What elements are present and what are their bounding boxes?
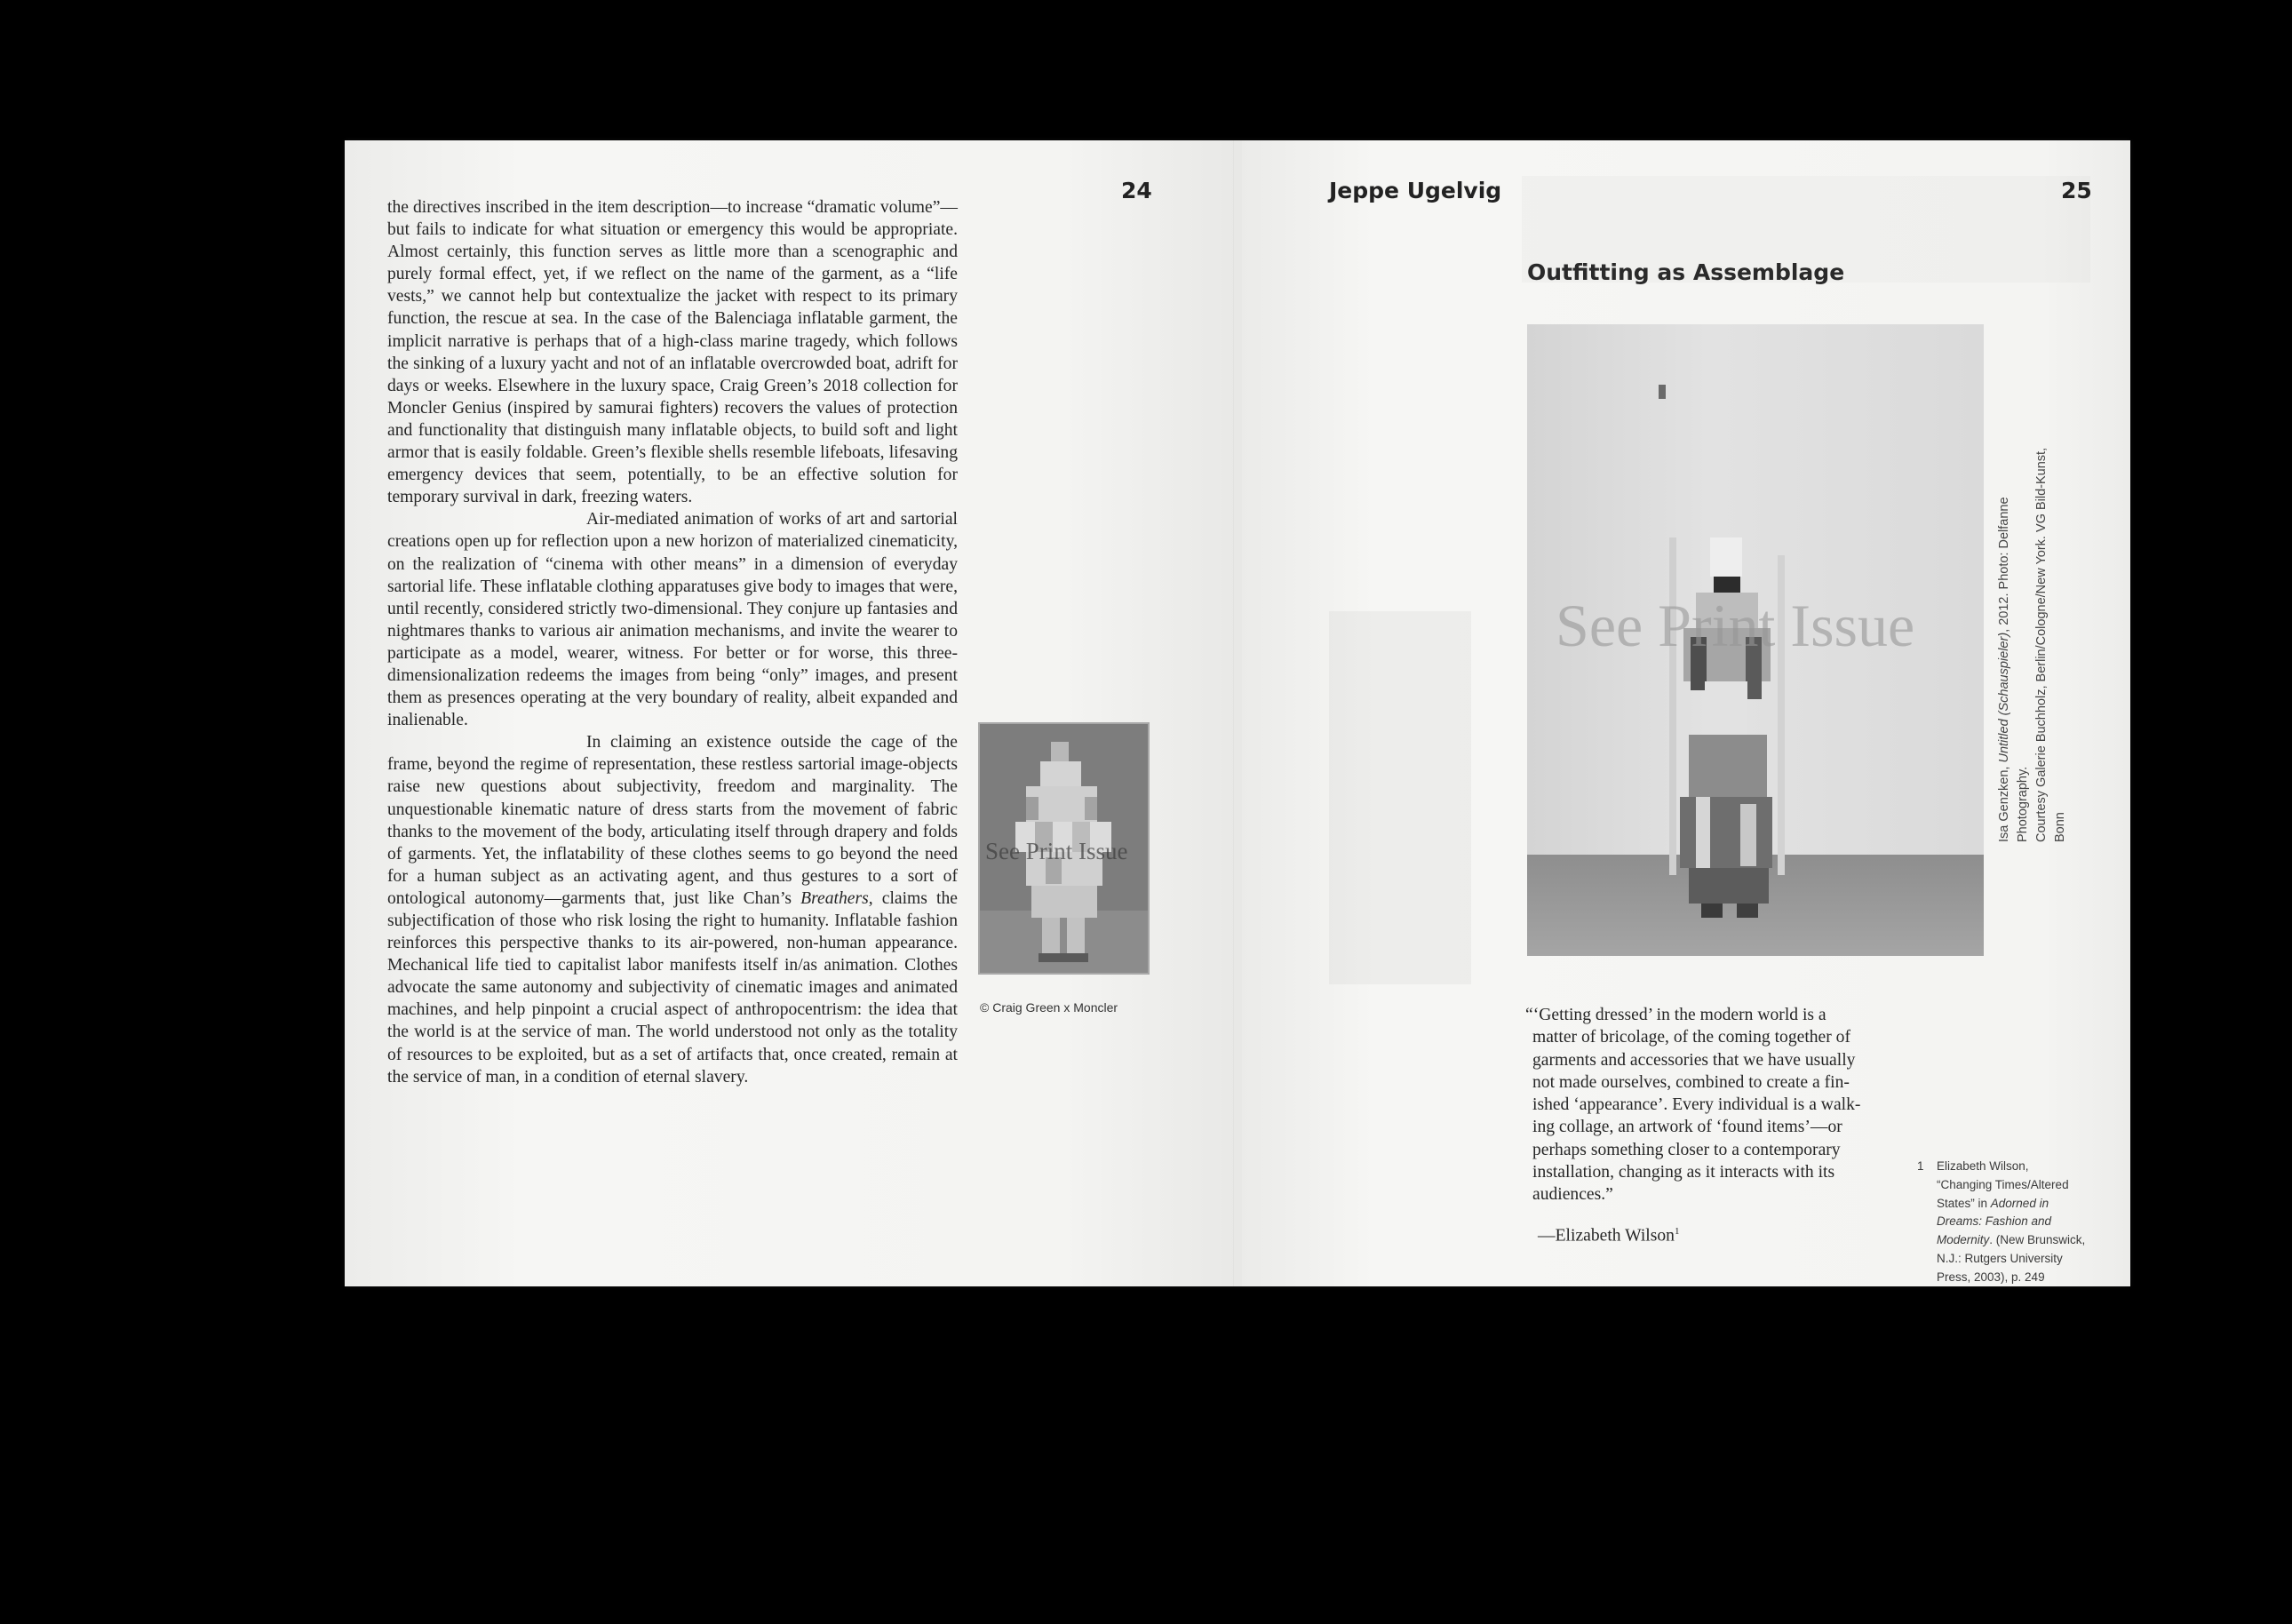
italic-title: Breathers: [800, 888, 869, 908]
body-text-column: [387, 196, 958, 1088]
quote-line: perhaps something closer to a contemporary: [1532, 1140, 1841, 1159]
footnote-italic: Dreams: Fashion and: [1937, 1214, 2052, 1229]
book-gutter: [1233, 140, 1234, 1286]
section-title: Outfitting as Assemblage: [1527, 259, 1845, 285]
open-book-spread: [345, 140, 2130, 1286]
footnote-italic: Adorned in: [1990, 1196, 2049, 1210]
figure-isa-genzken: [1527, 324, 1984, 956]
figure-craig-green-moncler: [978, 722, 1150, 975]
credit-text: , 2012. Photo: Delfanne Photography.: [1997, 497, 2030, 842]
see-print-issue-watermark: See Print Issue: [1556, 592, 1915, 659]
figure-caption: © Craig Green x Moncler: [980, 1000, 1118, 1015]
credit-italic: Untitled (Schauspieler): [1997, 632, 2011, 763]
see-print-issue-watermark: See Print Issue: [985, 838, 1128, 864]
footnote-span: States” in: [1937, 1196, 1991, 1210]
footnote-text: [1937, 1158, 2114, 1287]
body-text-span: In claiming an existence outside the cage of the frame, beyond the regime of representation, these restless sartorial image-objects raise new questions about subjectivity, freedom and marginality. The unquestionable kinematic nature of dress starts from the movement of fabric thanks to the movement of the body, articulating itself through drapery and folds of garments. Yet, the inflatability of these clothes seems to go beyond the need for a human subject as an activating agent, and thus gestures to a sort of ontological autonomy—garments that, just like Chan’s: [387, 733, 958, 908]
running-header-author: Jeppe Ugelvig: [1329, 178, 1502, 203]
body-paragraph: [387, 731, 958, 1088]
quote-line: ing collage, an artwork of ‘found items’—or: [1532, 1118, 1842, 1137]
footnote-line: [1937, 1231, 2114, 1250]
footnote-line: Press, 2003), p. 249: [1937, 1270, 2045, 1284]
footnote-number: 1: [1917, 1159, 1924, 1173]
credit-line: Courtesy Galerie Buchholz, Berlin/Cologne/New York. VG Bild-Kunst, Bonn: [2034, 447, 2067, 842]
footnote-italic: Modernity: [1937, 1233, 1990, 1247]
credit-text: Isa Genzken,: [1997, 762, 2011, 842]
footnote-marker: 1: [1674, 1226, 1680, 1237]
body-paragraph: the directives inscribed in the item description—to increase “dramatic volume”—but fails to indicate for what situation or emergency this would be appropriate. Almost certainly, this function serves as little more than a scenographic and purely formal effect, yet, if we reflect on the name of the garment, as a “life vests,” we cannot help but contextualize the jacket with respect to its primary function, the rescue at sea. In the case of the Balenciaga inflatable garment, the implicit narrative is perhaps that of a high-class marine tragedy, which follows the sinking of a luxury yacht and not of an inflatable overcrowded boat, adrift for days or weeks. Elsewhere in the luxury space, Craig Green’s 2018 collection for Moncler Genius (inspired by samurai fighters) recovers the values of protection and functionality that distinguish many inflatable objects, to build soft and light armor that is easily foldable. Green’s flexible shells resemble lifeboats, lifesaving emergency devices that seem, potentially, to be an effective solution for temporary survival in dark, freezing waters.: [387, 198, 958, 507]
quote-line: “‘Getting dressed’ in the modern world is a: [1525, 1006, 1826, 1024]
body-text-span: , claims the subjectification of those who risk losing the right to humanity. Inflatable fashion reinforces this perspective thanks to its air-powered, non-human appearance. Mechanical life tied to capitalist labor manifests itself in/as animation. Clothes advocate the same autonomy and subjectivity of cinematic images and animated machines, and help pinpoint a crucial aspect of anthropocentrism: the idea that the world is at the service of man. The world understood not only as the totality of resources to be exploited, but as a set of artifacts that, once created, remain at the service of man, in a condition of eternal slavery.: [387, 888, 958, 1087]
epigraph-quote: [1525, 1004, 1906, 1206]
quote-line: audiences.”: [1532, 1185, 1613, 1205]
footnote-line: [1937, 1195, 2114, 1214]
quote-line: matter of bricolage, of the coming together of: [1532, 1028, 1850, 1047]
footnote-line: Elizabeth Wilson,: [1937, 1159, 2029, 1173]
footnote-span: . (New Brunswick,: [1989, 1233, 2086, 1247]
footnote-line: “Changing Times/Altered: [1937, 1177, 2069, 1191]
show-through-block: [1329, 611, 1471, 984]
footnote-line: N.J.: Rutgers University: [1937, 1251, 2063, 1265]
quote-line: ished ‘appearance’. Every individual is a walk-: [1532, 1095, 1861, 1115]
attribution-text: —Elizabeth Wilson: [1538, 1226, 1675, 1246]
page-number-left: 24: [1121, 178, 1152, 203]
page-number-right: 25: [2061, 178, 2092, 203]
credit-line: [1995, 434, 2033, 842]
quote-attribution: [1538, 1226, 1679, 1246]
quote-line: installation, changing as it interacts with its: [1532, 1163, 1835, 1182]
quote-line: not made ourselves, combined to create a fin-: [1532, 1072, 1850, 1092]
body-paragraph: Air-mediated animation of works of art and sartorial creations open up for reflection upon a new horizon of materialized cinematicity, on the realization of “cinema with other means” in a dimension of everyday sartorial life. These inflatable clothing apparatuses give body to images that were, until recently, considered strictly two-dimensional. They conjure up fantasies and nightmares thanks to various air animation mechanisms, and invite the wearer to participate as a model, wearer, witness. For better or for worse, this three-dimensionalization redeems the images from being “only” images, and present them as presences operating at the very boundary of reality, albeit expanded and inalienable.: [387, 510, 958, 730]
quote-line: garments and accessories that we have usually: [1532, 1050, 1856, 1070]
footnote-line: [1937, 1213, 2114, 1231]
